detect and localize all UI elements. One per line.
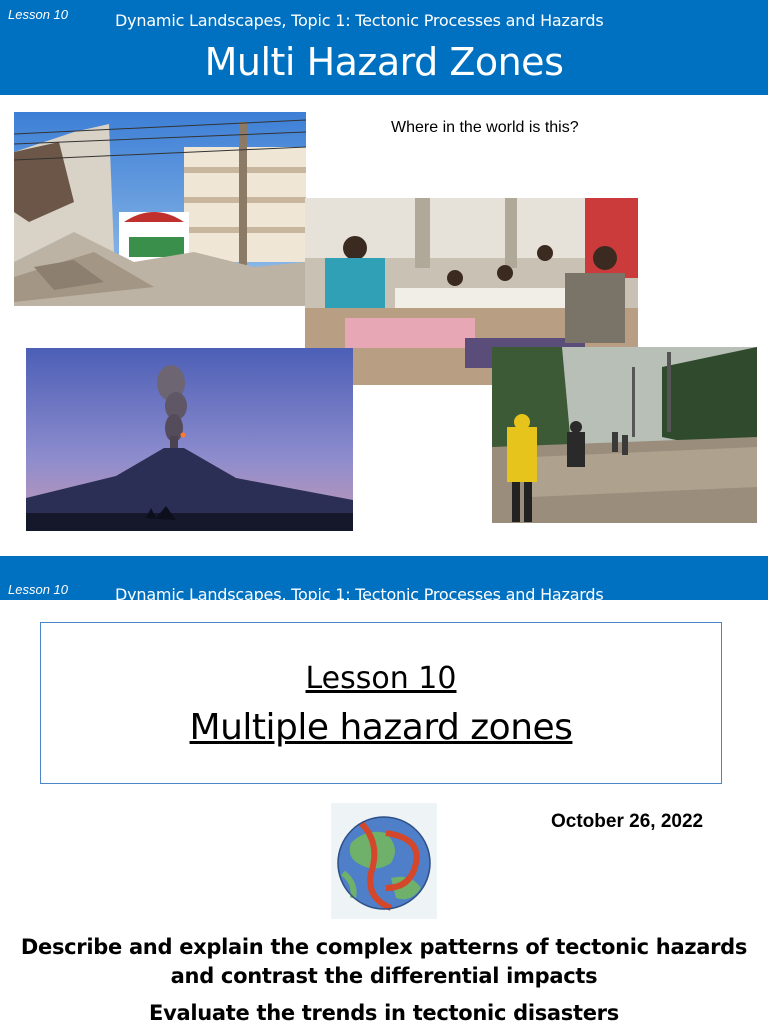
slide-title: Multi Hazard Zones — [204, 40, 564, 84]
lesson-title-box — [40, 622, 722, 784]
erupting-volcano-photo — [26, 348, 353, 531]
lesson-tag: Lesson 10 — [8, 582, 68, 597]
lesson-title: Multiple hazard zones — [189, 707, 573, 748]
topic-subtitle: Dynamic Landscapes, Topic 1: Tectonic Processes and Hazards — [115, 585, 604, 604]
flooded-street-photo — [492, 347, 757, 523]
lesson-number: Lesson 10 — [305, 661, 457, 696]
slide-lesson-title — [0, 548, 768, 1024]
question-text: Where in the world is this? — [391, 119, 579, 136]
lesson-tag: Lesson 10 — [8, 7, 68, 22]
learning-objective-1: Describe and explain the complex patterns of tectonic hazards and contrast the differential impacts — [20, 935, 748, 988]
topic-subtitle: Dynamic Landscapes, Topic 1: Tectonic Processes and Hazards — [115, 11, 604, 30]
learning-objective-2: Evaluate the trends in tectonic disasters — [149, 1001, 619, 1025]
header-banner — [0, 0, 768, 95]
date-text: October 26, 2022 — [551, 811, 704, 832]
earthquake-rubble-photo — [14, 112, 306, 306]
tectonic-globe-image — [331, 803, 437, 919]
